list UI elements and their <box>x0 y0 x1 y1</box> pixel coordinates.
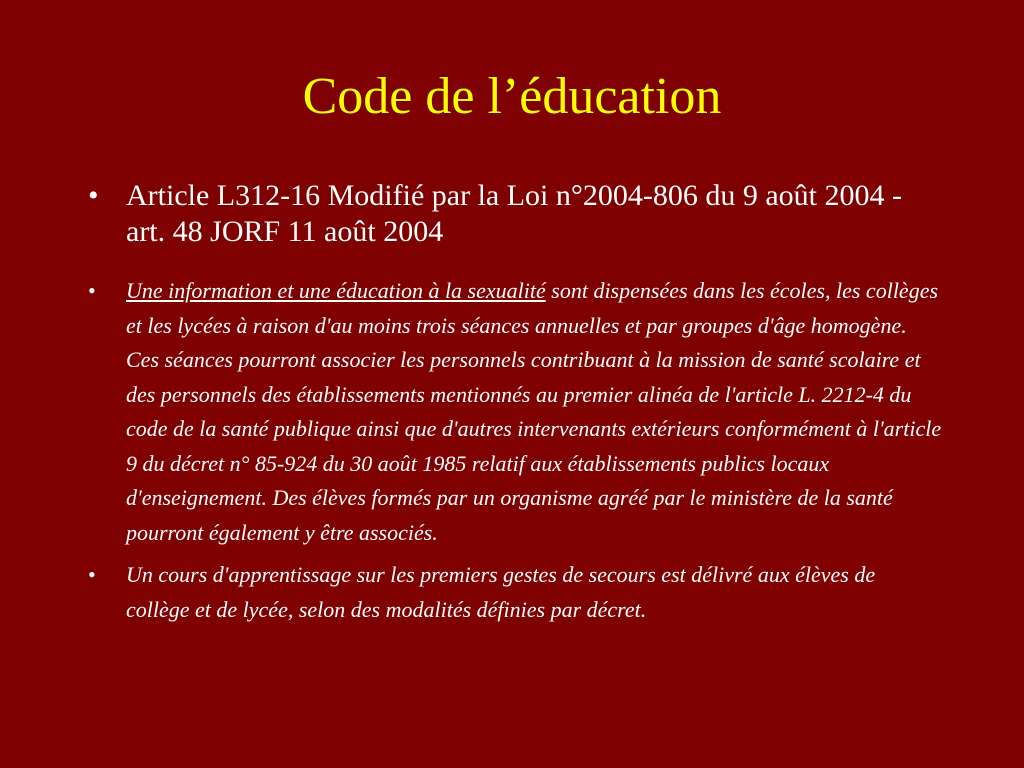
bullet-item-sexuality-education <box>84 274 944 550</box>
slide-title: Code de l’éducation <box>302 68 722 125</box>
bullet-icon: • <box>88 179 99 212</box>
bullet-item-first-aid <box>84 558 944 627</box>
bullet-list <box>84 178 944 635</box>
bullet-text: Un cours d'apprentissage sur les premiers gestes de secours est délivré aux élèves de collège et de lycée, selon des modalités définies par décret. <box>126 562 876 622</box>
bullet-icon: • <box>88 562 96 587</box>
bullet-icon: • <box>88 278 96 303</box>
bullet-text: Article L312-16 Modifié par la Loi n°2004-806 du 9 août 2004 - art. 48 JORF 11 août 2004 <box>126 179 903 248</box>
bullet-text: sont dispensées dans les écoles, les collèges et les lycées à raison d'au moins trois séances annuelles et par groupes d'âge homogène. Ces séances pourront associer les personnels contribuant à la mission de santé scolaire et des personnels des établissements mentionnés au premier alinéa de l'article L. 2212-4 du code de la santé publique ainsi que d'autres intervenants extérieurs conformément à l'article 9 du décret n° 85-924 du 30 août 1985 relatif aux établissements publics locaux d'enseignement. Des élèves formés par un organisme agréé par le ministère de la santé pourront également y être associés. <box>126 278 942 545</box>
bullet-lead-underlined: Une information et une éducation à la sexualité <box>126 278 546 303</box>
bullet-item-article <box>84 178 944 250</box>
